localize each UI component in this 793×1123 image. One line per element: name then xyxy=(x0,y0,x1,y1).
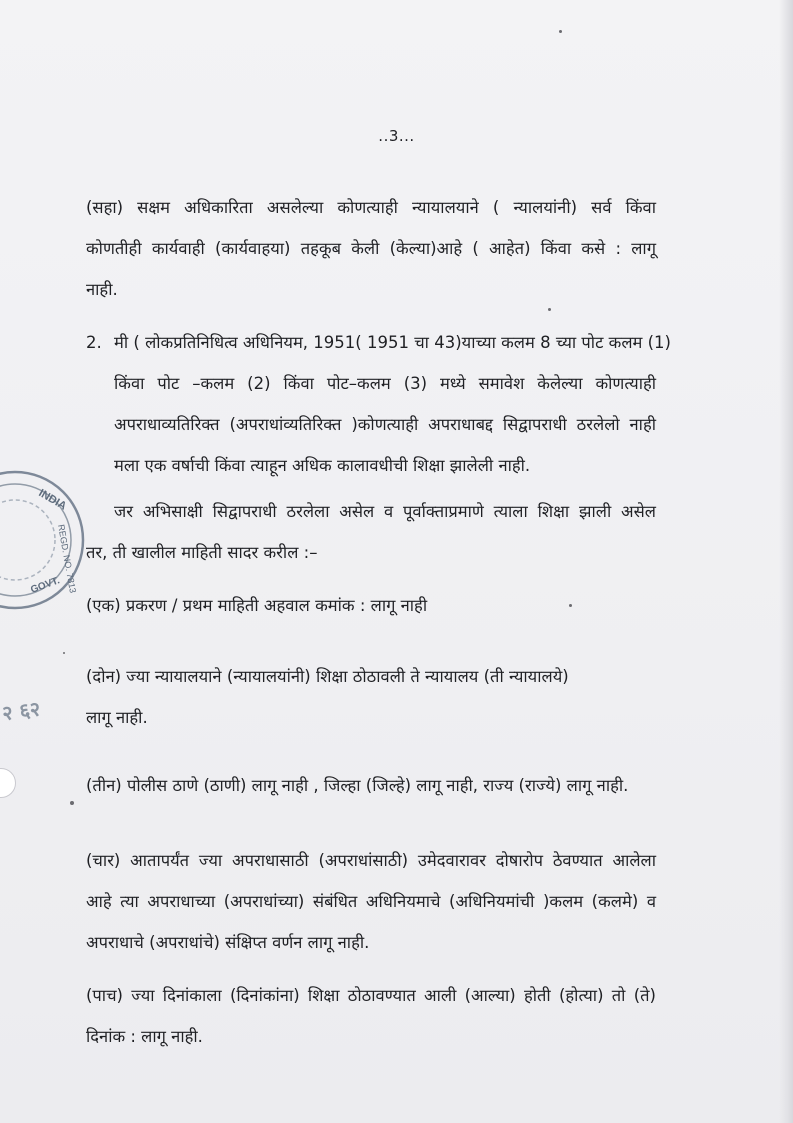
scan-speck xyxy=(559,30,562,33)
margin-mark-text: २ ६२ xyxy=(0,696,42,726)
paragraph-teen: (तीन) पोलीस ठाणे (ठाणी) लागू नाही , जिल्हा (जिल्हे) लागू नाही, राज्य (राज्ये) लागू नाही. xyxy=(86,776,629,795)
paragraph-line: (दोन) ज्या न्यायालयाने (न्यायालयांनी) शिक्षा ठोठावली ते न्यायालय (ती न्यायालये) xyxy=(86,667,569,686)
paragraph-line: अपराधाव्यतिरिक्त (अपराधांव्यतिरिक्त )कोणत्याही अपराधाबद्द सिद्वापराधी ठरलेलो नाही xyxy=(114,415,656,434)
paragraph-don xyxy=(86,656,606,738)
paragraph-line: अपराधाचे (अपराधांचे) संक्षिप्त वर्णन लागू नाही. xyxy=(86,933,370,952)
page-number: ..3... xyxy=(378,127,415,145)
item-number: 2. xyxy=(86,333,102,352)
paragraph-line: तर, ती खालील माहिती सादर करील :– xyxy=(86,543,318,562)
paragraph-line: लागू नाही. xyxy=(86,708,148,727)
paragraph-saha xyxy=(86,187,656,310)
paragraph-line: दिनांक : लागू नाही. xyxy=(86,1027,203,1046)
stamp-text: REGD. NO. 7813 xyxy=(56,523,78,594)
paragraph-char xyxy=(86,840,656,963)
paragraph-line: (चार) आतापर्यंत ज्या अपराधासाठी (अपराधांसाठी) उमेदवारावर दोषारोप ठेवण्यात आलेला xyxy=(86,851,656,870)
paragraph-line: मला एक वर्षाची किंवा त्याहून अधिक कालावधीची शिक्षा झालेली नाही. xyxy=(114,456,531,475)
scan-speck xyxy=(70,801,74,805)
handwritten-mark-icon xyxy=(0,690,50,730)
paragraph-line: मी ( लोकप्रतिनिधित्व अधिनियम, 1951( 1951 चा 43)याच्या कलम 8 च्या पोट कलम (1) xyxy=(114,333,671,352)
page-edge-shadow xyxy=(779,0,793,1123)
stamp-text: GOVT. xyxy=(29,575,62,596)
scan-speck xyxy=(63,652,65,654)
paragraph-line: कोणतीही कार्यवाही (कार्यवाहया) तहकूब केली (केल्या)आहे ( आहेत) किंवा कसे : लागू xyxy=(86,239,656,258)
paragraph-jar xyxy=(86,491,656,573)
paragraph-line: (पाच) ज्या दिनांकाला (दिनांकांना) शिक्षा ठोठावण्यात आली (आल्या) होती (होत्या) तो (ते) xyxy=(86,986,656,1005)
scan-speck xyxy=(569,604,572,607)
punch-hole xyxy=(0,768,16,798)
paragraph-ek: (एक) प्रकरण / प्रथम माहिती अहवाल कमांक : लागू नाही xyxy=(86,596,428,615)
paragraph-line: नाही. xyxy=(86,280,118,299)
paragraph-pach xyxy=(86,975,656,1057)
notary-stamp-icon xyxy=(0,465,90,615)
paragraph-line: जर अभिसाक्षी सिद्वापराधी ठरलेला असेल व पूर्वाक्ताप्रमाणे त्याला शिक्षा झाली असेल xyxy=(114,502,656,521)
paragraph-line: आहे त्या अपराधाच्या (अपराधांच्या) संबंधित अधिनियमाचे (अधिनियमांची )कलम (कलमे) व xyxy=(86,892,656,911)
paragraph-item-2 xyxy=(114,322,671,486)
scan-speck xyxy=(548,308,551,311)
paragraph-line: (सहा) सक्षम अधिकारिता असलेल्या कोणत्याही न्यायालयाने ( न्यालयांनी) सर्व किंवा xyxy=(86,198,656,217)
paragraph-line: किंवा पोट –कलम (2) किंवा पोट–कलम (3) मध्ये समावेश केलेल्या कोणत्याही xyxy=(114,374,656,393)
stamp-text: INDIA xyxy=(36,487,69,513)
